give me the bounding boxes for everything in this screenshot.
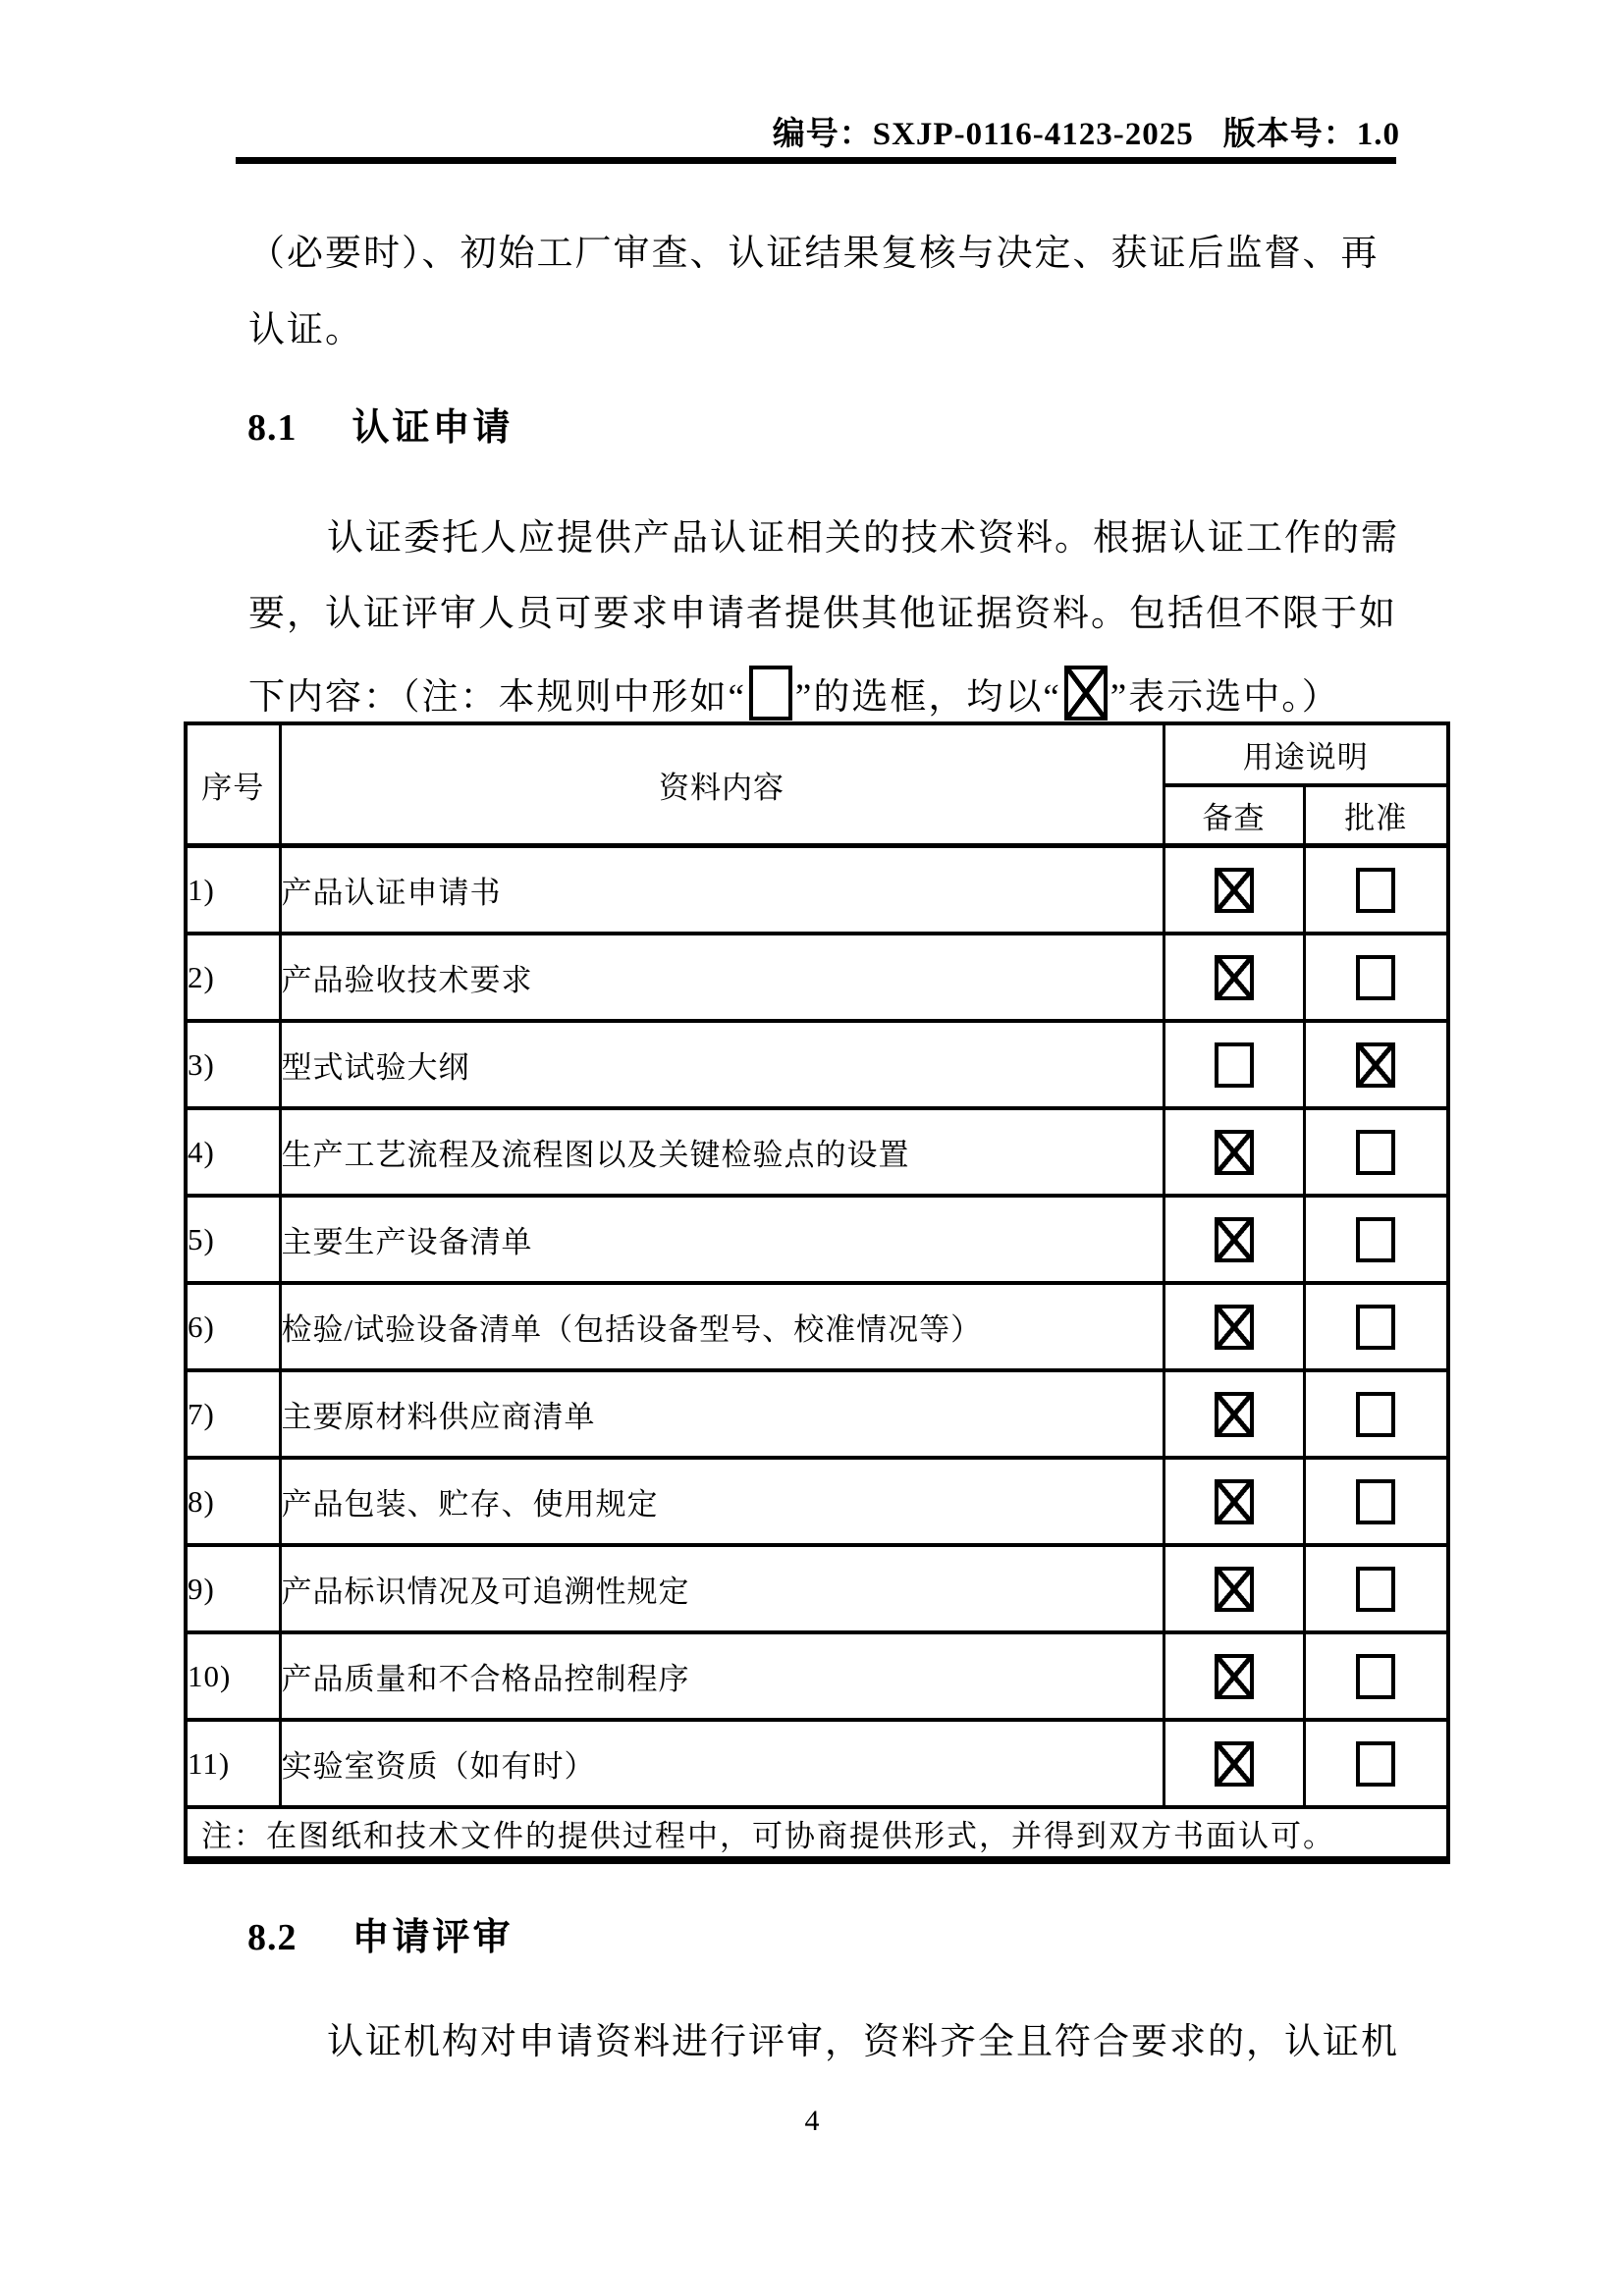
doc-number-label: 编号： <box>772 117 873 152</box>
page-number: 4 <box>804 2105 820 2137</box>
checkbox-checked <box>1215 1479 1254 1524</box>
row-check-cell <box>1164 846 1304 934</box>
row-seq: 2) <box>186 934 280 1021</box>
row-approve-cell <box>1304 846 1448 934</box>
row-content: 产品验收技术要求 <box>280 934 1164 1021</box>
row-content: 检验/试验设备清单（包括设备型号、校准情况等） <box>280 1283 1164 1370</box>
paragraph-line: （必要时）、初始工厂审查、认证结果复核与决定、获证后监督、再 <box>248 234 1380 274</box>
checkbox-checked <box>1215 1567 1254 1612</box>
inline-checkbox-empty <box>749 666 792 721</box>
row-content: 产品认证申请书 <box>280 846 1164 934</box>
checkbox-empty <box>1356 1479 1395 1524</box>
paragraph-line: 要，认证评审人员可要求申请者提供其他证据资料。包括但不限于如 <box>248 594 1397 634</box>
checkbox-empty <box>1215 1042 1254 1088</box>
col-header-usage: 用途说明 <box>1164 723 1448 785</box>
table-note: 注：在图纸和技术文件的提供过程中，可协商提供形式，并得到双方书面认可。 <box>186 1807 1448 1860</box>
header-rule <box>236 157 1396 164</box>
row-check-cell <box>1164 1545 1304 1632</box>
checkbox-empty <box>1356 1741 1395 1787</box>
col-header-approve: 批准 <box>1304 785 1448 846</box>
table-row <box>186 1458 1448 1545</box>
row-check-cell <box>1164 934 1304 1021</box>
table-row <box>186 1283 1448 1370</box>
table-row <box>186 1632 1448 1720</box>
section-number: 8.2 <box>247 1917 298 1958</box>
row-approve-cell <box>1304 1370 1448 1458</box>
row-approve-cell <box>1304 1632 1448 1720</box>
table-row <box>186 1545 1448 1632</box>
row-content: 产品标识情况及可追溯性规定 <box>280 1545 1164 1632</box>
note-text-segment: ”的选框，均以“ <box>794 677 1061 718</box>
row-seq: 8) <box>186 1458 280 1545</box>
checkbox-checked <box>1215 1392 1254 1437</box>
table-row <box>186 1108 1448 1196</box>
checkbox-checked <box>1215 1217 1254 1262</box>
table-row <box>186 1720 1448 1807</box>
row-check-cell <box>1164 1458 1304 1545</box>
checkbox-empty <box>1356 1130 1395 1175</box>
checkbox-empty <box>1356 1305 1395 1350</box>
table-note-row <box>186 1807 1448 1860</box>
checkbox-checked <box>1215 868 1254 913</box>
checkbox-checked <box>1356 1042 1395 1088</box>
section-heading-8-1 <box>247 406 514 450</box>
row-seq: 5) <box>186 1196 280 1283</box>
checkbox-checked <box>1215 1130 1254 1175</box>
row-approve-cell <box>1304 934 1448 1021</box>
inline-checkbox-checked <box>1064 666 1108 721</box>
section-title: 申请评审 <box>352 1917 514 1958</box>
row-approve-cell <box>1304 1021 1448 1108</box>
row-check-cell <box>1164 1108 1304 1196</box>
version-label: 版本号： <box>1222 117 1357 152</box>
table-row <box>186 934 1448 1021</box>
row-check-cell <box>1164 1720 1304 1807</box>
row-seq: 9) <box>186 1545 280 1632</box>
doc-header <box>773 108 1400 154</box>
row-check-cell <box>1164 1021 1304 1108</box>
row-approve-cell <box>1304 1196 1448 1283</box>
col-header-content: 资料内容 <box>280 723 1164 846</box>
row-seq: 11) <box>186 1720 280 1807</box>
row-content: 主要原材料供应商清单 <box>280 1370 1164 1458</box>
row-content: 生产工艺流程及流程图以及关键检验点的设置 <box>280 1108 1164 1196</box>
checkbox-checked <box>1215 955 1254 1000</box>
checkbox-empty <box>1356 1567 1395 1612</box>
paragraph-line: 认证。 <box>248 310 363 350</box>
checkbox-empty <box>1356 868 1395 913</box>
note-text-segment: 下内容：（注：本规则中形如“ <box>248 677 746 718</box>
row-content: 实验室资质（如有时） <box>280 1720 1164 1807</box>
row-approve-cell <box>1304 1545 1448 1632</box>
checkbox-empty <box>1356 1654 1395 1699</box>
paragraph-line <box>248 666 1340 721</box>
row-check-cell <box>1164 1632 1304 1720</box>
checkbox-empty <box>1356 1392 1395 1437</box>
paragraph-line: 认证委托人应提供产品认证相关的技术资料。根据认证工作的需 <box>327 518 1399 559</box>
table-body <box>186 846 1448 1808</box>
note-text-segment: ”表示选中。） <box>1110 677 1340 718</box>
checkbox-empty <box>1356 955 1395 1000</box>
row-seq: 6) <box>186 1283 280 1370</box>
row-seq: 1) <box>186 846 280 934</box>
row-seq: 10) <box>186 1632 280 1720</box>
row-approve-cell <box>1304 1108 1448 1196</box>
row-check-cell <box>1164 1370 1304 1458</box>
version-value: 1.0 <box>1356 117 1400 152</box>
row-approve-cell <box>1304 1720 1448 1807</box>
row-check-cell <box>1164 1283 1304 1370</box>
checkbox-checked <box>1215 1305 1254 1350</box>
checkbox-checked <box>1215 1654 1254 1699</box>
row-content: 产品质量和不合格品控制程序 <box>280 1632 1164 1720</box>
row-seq: 4) <box>186 1108 280 1196</box>
materials-table <box>184 721 1450 1864</box>
row-seq: 3) <box>186 1021 280 1108</box>
row-content: 产品包装、贮存、使用规定 <box>280 1458 1164 1545</box>
table-row <box>186 1370 1448 1458</box>
table-row <box>186 1021 1448 1108</box>
row-approve-cell <box>1304 1283 1448 1370</box>
row-seq: 7) <box>186 1370 280 1458</box>
row-content: 主要生产设备清单 <box>280 1196 1164 1283</box>
doc-number: SXJP-0116-4123-2025 <box>872 117 1194 152</box>
col-header-seq: 序号 <box>186 723 280 846</box>
section-title: 认证申请 <box>352 407 514 449</box>
checkbox-empty <box>1356 1217 1395 1262</box>
section-heading-8-2 <box>247 1916 514 1959</box>
paragraph-line: 认证机构对申请资料进行评审，资料齐全且符合要求的，认证机 <box>327 2022 1399 2062</box>
section-number: 8.1 <box>247 407 298 449</box>
row-approve-cell <box>1304 1458 1448 1545</box>
checkbox-checked <box>1215 1741 1254 1787</box>
table-row <box>186 846 1448 934</box>
row-check-cell <box>1164 1196 1304 1283</box>
col-header-check: 备查 <box>1164 785 1304 846</box>
row-content: 型式试验大纲 <box>280 1021 1164 1108</box>
table-row <box>186 1196 1448 1283</box>
